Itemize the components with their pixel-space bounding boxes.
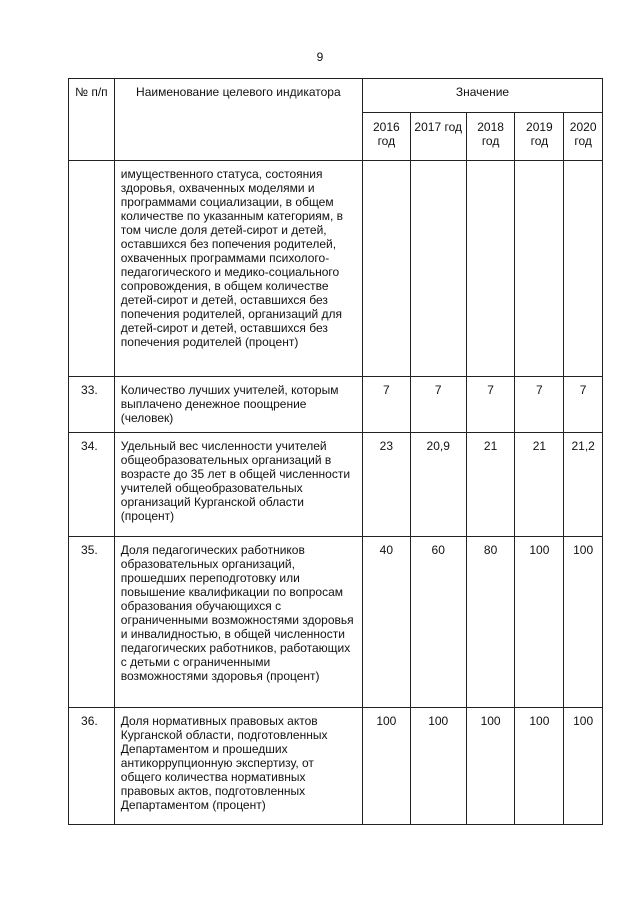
table-row	[69, 377, 603, 433]
page-number: 9	[316, 50, 324, 64]
header-row	[69, 79, 603, 113]
row-value-2016: 23	[362, 433, 410, 537]
row-indicator-name: имущественного статуса, состояния здоровья, охваченных моделями и программами социализации, в общем количестве по указанным категориям, в том числе доля детей-сирот и детей, оставшихся без попечения родителей, охваченных программами психолого-педагогического и медико-социального сопровождения, в общем количестве детей-сирот и детей, оставшихся без попечения родителей, организаций для детей-сирот и детей, оставшихся без попечения родителей (процент)	[114, 161, 362, 377]
row-value-2019: 100	[515, 537, 564, 708]
row-value-2016	[362, 161, 410, 377]
row-value-2020: 100	[564, 537, 603, 708]
header-name: Наименование целевого индикатора	[114, 79, 362, 161]
row-indicator-name: Доля педагогических работников образовательных организаций, прошедших переподготовку или повышение квалификации по вопросам образования обучающихся с ограниченными возможностями здоровья и инвалидностью, в общей численности педагогических работников, работающих с детьми с ограниченными возможностями здоровья (процент)	[114, 537, 362, 708]
row-value-2016: 40	[362, 537, 410, 708]
row-num: 36.	[69, 708, 115, 825]
row-value-2019	[515, 161, 564, 377]
row-value-2020: 7	[564, 377, 603, 433]
table-row	[69, 161, 603, 377]
table-row	[69, 537, 603, 708]
row-num	[69, 161, 115, 377]
table-row	[69, 708, 603, 825]
row-value-2017	[410, 161, 466, 377]
indicators-table	[68, 78, 603, 825]
header-year-2018: 2018 год	[466, 113, 515, 161]
header-num: № п/п	[69, 79, 115, 161]
header-year-2017: 2017 год	[410, 113, 466, 161]
row-value-2017: 100	[410, 708, 466, 825]
row-num: 34.	[69, 433, 115, 537]
table-row	[69, 433, 603, 537]
header-year-2016: 2016 год	[362, 113, 410, 161]
row-value-2019: 7	[515, 377, 564, 433]
row-value-2019: 100	[515, 708, 564, 825]
row-value-2016: 7	[362, 377, 410, 433]
row-value-2020: 21,2	[564, 433, 603, 537]
header-year-2019: 2019 год	[515, 113, 564, 161]
row-value-2017: 20,9	[410, 433, 466, 537]
row-value-2016: 100	[362, 708, 410, 825]
row-value-2018: 100	[466, 708, 515, 825]
row-num: 35.	[69, 537, 115, 708]
row-value-2018: 80	[466, 537, 515, 708]
header-year-2020: 2020 год	[564, 113, 603, 161]
row-indicator-name: Доля нормативных правовых актов Курганской области, подготовленных Департаментом и прошедших антикоррупционную экспертизу, от общего количества нормативных правовых актов, подготовленных Департаментом (процент)	[114, 708, 362, 825]
row-indicator-name: Удельный вес численности учителей общеобразовательных организаций в возрасте до 35 лет в общей численности учителей общеобразовательных организаций Курганской области (процент)	[114, 433, 362, 537]
row-indicator-name: Количество лучших учителей, которым выплачено денежное поощрение (человек)	[114, 377, 362, 433]
row-value-2019: 21	[515, 433, 564, 537]
row-value-2018	[466, 161, 515, 377]
row-value-2020	[564, 161, 603, 377]
header-value: Значение	[362, 79, 602, 113]
row-value-2018: 21	[466, 433, 515, 537]
row-value-2017: 60	[410, 537, 466, 708]
row-value-2020: 100	[564, 708, 603, 825]
row-value-2018: 7	[466, 377, 515, 433]
row-value-2017: 7	[410, 377, 466, 433]
row-num: 33.	[69, 377, 115, 433]
